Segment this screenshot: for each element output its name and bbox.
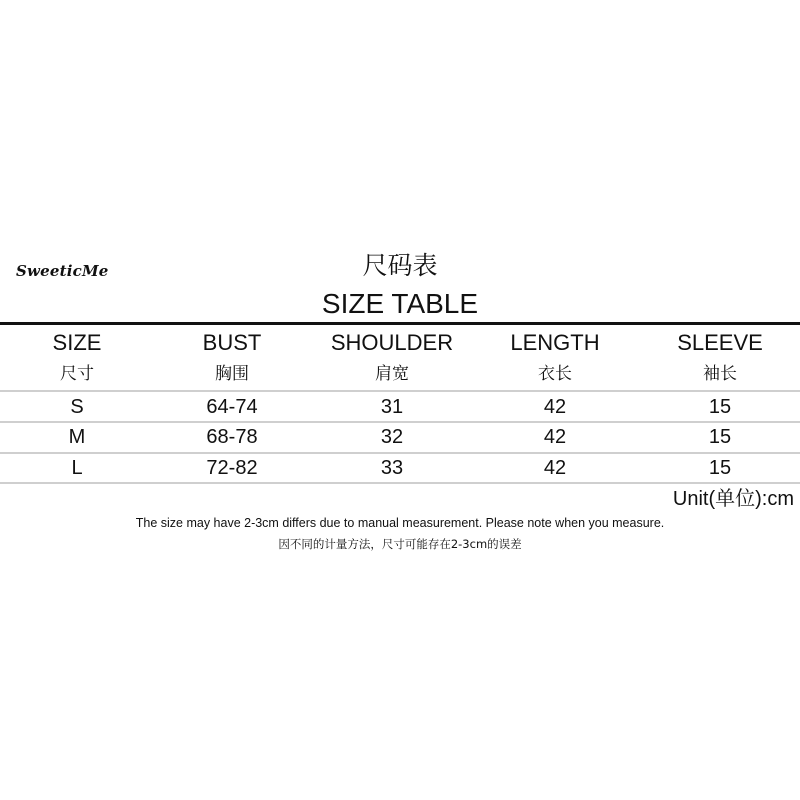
header-length-cn: 衣长 [538,364,572,384]
cell-size: M [68,426,86,448]
cell-shoulder: 31 [380,396,404,418]
header-shoulder-cn: 肩宽 [375,364,409,384]
cell-bust: 72-82 [206,457,258,479]
header-bust: BUST [202,330,262,355]
cell-length: 42 [543,426,567,448]
cell-bust: 64-74 [206,396,258,418]
cell-sleeve: 15 [708,457,732,479]
brand-logo: SweeticMe [16,262,109,280]
measurement-note: The size may have 2-3cm differs due to manual measurement. Please note when you measure. [135,516,665,530]
table-row [0,453,800,483]
measurement-note-cn: 因不同的计量方法，尺寸可能存在2-3cm的误差 [278,537,522,551]
cell-length: 42 [543,396,567,418]
cell-sleeve: 15 [708,426,732,448]
cell-shoulder: 33 [380,457,404,479]
page-title-cn: 尺码表 [362,251,438,280]
header-sleeve: SLEEVE [677,330,763,355]
header-size: SIZE [52,330,102,355]
cell-size: S [70,396,84,418]
row-divider [0,482,800,484]
header-bust-cn: 胸围 [215,364,249,384]
table-row [0,392,800,422]
cell-length: 42 [543,457,567,479]
table-row [0,422,800,452]
unit-label: Unit(单位):cm [672,488,794,510]
cell-size: L [71,457,83,479]
header-sleeve-cn: 袖长 [703,364,737,384]
header-length: LENGTH [510,330,600,355]
cell-bust: 68-78 [206,426,258,448]
header-size-cn: 尺寸 [60,364,94,384]
page-title: SIZE TABLE [321,288,479,319]
cell-sleeve: 15 [708,396,732,418]
table-top-divider [0,322,800,325]
header-shoulder: SHOULDER [330,330,454,355]
cell-shoulder: 32 [380,426,404,448]
